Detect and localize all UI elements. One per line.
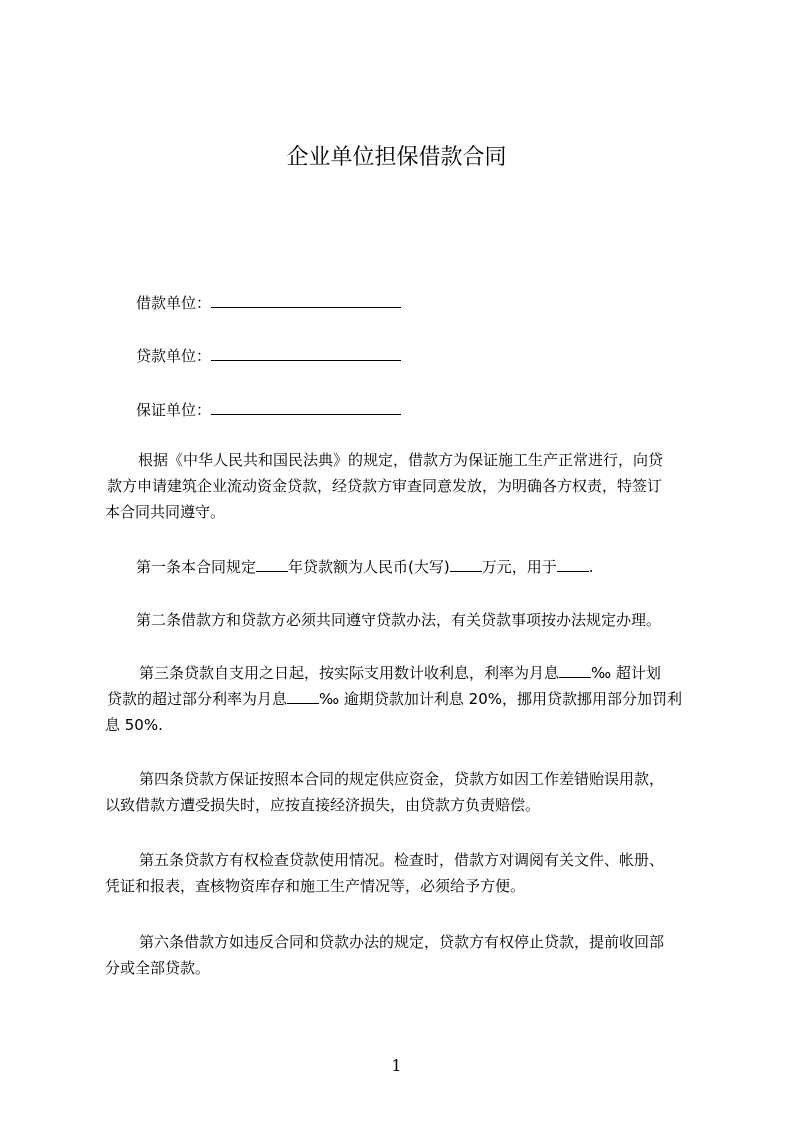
article-1-text-d: . <box>588 558 594 576</box>
guarantor-label: 保证单位： <box>136 401 212 419</box>
article-2-line: 第二条借款方和贷款方必须共同遵守贷款办法，有关贷款事项按办法规定办理。 <box>136 611 662 629</box>
intro-paragraph <box>105 447 705 525</box>
excess-rate-blank <box>287 689 319 704</box>
intro-line: 本合同共同遵守。 <box>105 503 226 521</box>
article-1-text-c: 万元，用于 <box>481 558 557 576</box>
purpose-blank <box>557 557 589 572</box>
article-6-line: 分或全部贷款。 <box>105 959 211 977</box>
article-3-text-c: 贷款的超过部分利率为月息 <box>107 690 288 708</box>
amount-blank <box>450 557 482 572</box>
article-3-line <box>105 660 705 686</box>
article-4-line: 以致借款方遭受损失时，应按直接经济损失，由贷款方负责赔偿。 <box>105 796 541 814</box>
article-1-text-b: 年贷款额为人民币(大写) <box>288 558 450 576</box>
guarantor-field <box>136 398 401 420</box>
article-3-line: 息 50%. <box>105 716 163 734</box>
article-1 <box>105 554 705 580</box>
lender-blank <box>211 344 401 361</box>
article-5-line: 凭证和报表，查核物资库存和施工生产情况等，必须给予方便。 <box>105 877 526 895</box>
article-4 <box>105 766 705 818</box>
document-title: 企业单位担保借款合同 <box>286 145 507 170</box>
article-3-line <box>105 686 705 712</box>
borrower-field <box>136 291 401 313</box>
article-3-text-b: ‰ 超计划 <box>591 664 661 682</box>
guarantor-blank <box>211 398 401 415</box>
article-6 <box>105 929 705 981</box>
article-6-line: 第六条借款方如违反合同和贷款办法的规定，贷款方有权停止贷款，提前收回部 <box>139 933 665 951</box>
article-4-line: 第四条贷款方保证按照本合同的规定供应资金，贷款方如因工作差错贻误用款， <box>139 770 665 788</box>
lender-label: 贷款单位： <box>136 347 212 365</box>
borrower-label: 借款单位： <box>136 294 212 312</box>
article-5-line: 第五条贷款方有权检查贷款使用情况。检查时，借款方对调阅有关文件、帐册、 <box>139 851 665 869</box>
article-5 <box>105 847 705 899</box>
borrower-blank <box>211 291 401 308</box>
monthly-rate-blank <box>559 663 591 678</box>
article-1-line <box>105 554 705 580</box>
lender-field <box>136 344 401 366</box>
article-2 <box>105 607 705 633</box>
page-number: 1 <box>391 1056 402 1075</box>
article-1-text-a: 第一条本合同规定 <box>136 558 257 576</box>
article-3 <box>105 660 705 738</box>
intro-line: 款方申请建筑企业流动资金贷款，经贷款方审查同意发放，为明确各方权责，特签订 <box>107 477 663 495</box>
intro-line: 根据《中华人民共和国民法典》的规定，借款方为保证施工生产正常进行，向贷 <box>138 451 664 469</box>
article-3-text-a: 第三条贷款自支用之日起，按实际支用数计收利息，利率为月息 <box>139 664 560 682</box>
year-blank <box>256 557 288 572</box>
article-3-text-d: ‰ 逾期贷款加计利息 20%，挪用贷款挪用部分加罚利 <box>319 690 683 708</box>
